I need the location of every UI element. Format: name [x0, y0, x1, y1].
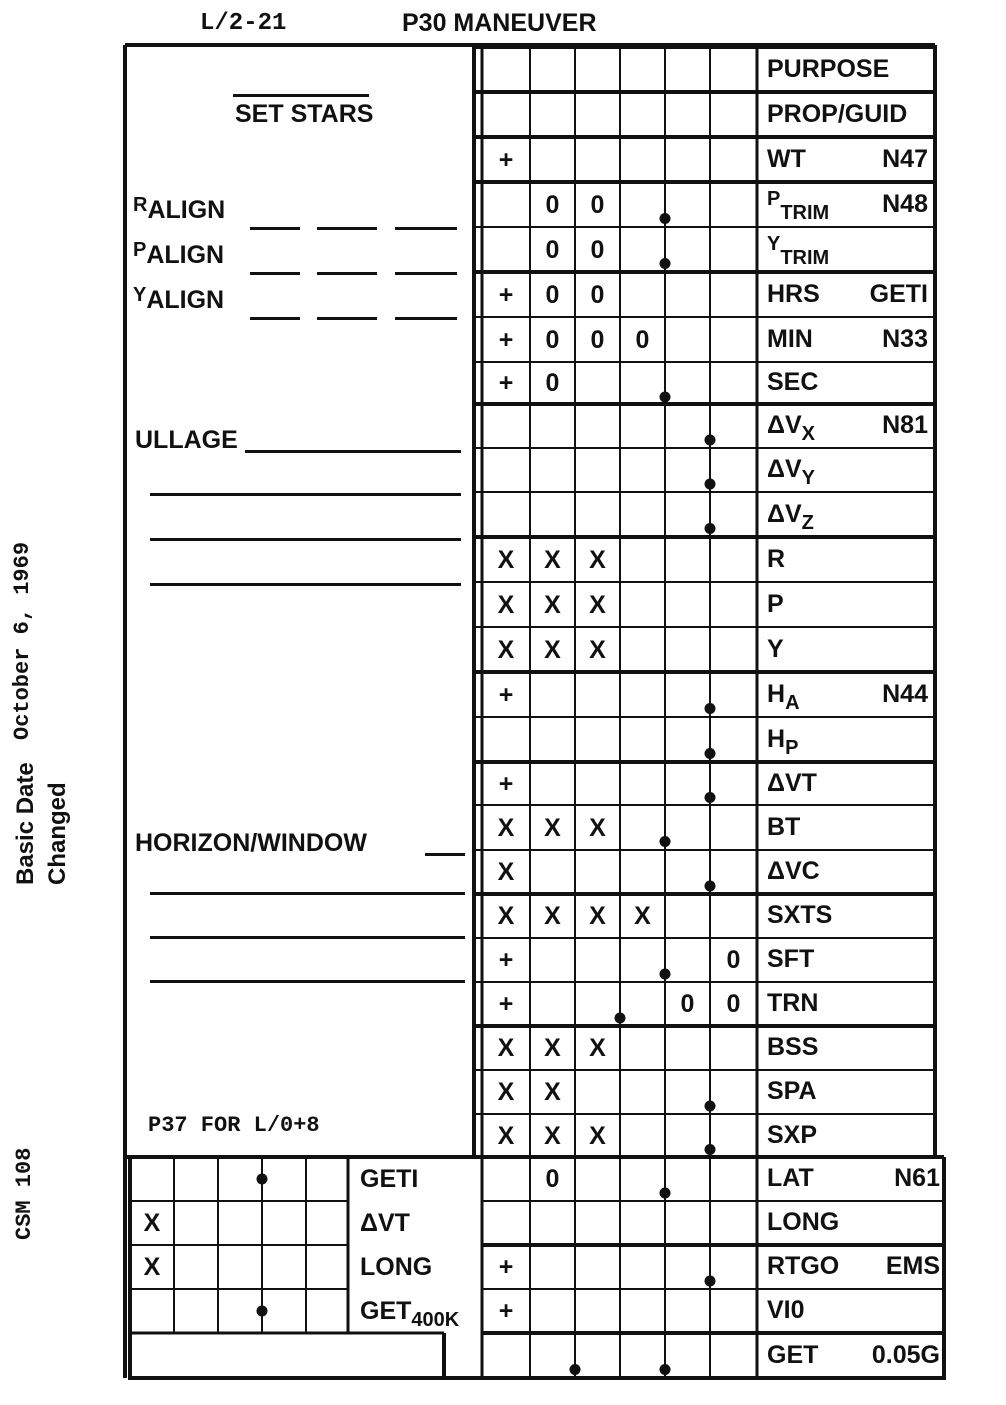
decimal-point-mark	[705, 435, 716, 446]
align-blank[interactable]	[395, 317, 457, 320]
grid-cell[interactable]: 0	[680, 990, 695, 1018]
grid-cell[interactable]: X	[589, 1034, 606, 1062]
grid-cell[interactable]: X	[497, 636, 515, 664]
grid-cell[interactable]: X	[544, 636, 561, 664]
sub-row-label-text: ΔVT	[360, 1209, 410, 1237]
row-label-text: SFT	[767, 945, 815, 973]
row-label	[767, 771, 817, 796]
grid-cell[interactable]: X	[497, 902, 515, 930]
grid-cell[interactable]: X	[544, 591, 561, 619]
grid-cell[interactable]: 0	[545, 191, 560, 219]
row-label	[767, 725, 799, 759]
grid-cell[interactable]: 0	[726, 990, 741, 1018]
horizon-window-label: HORIZON/WINDOW	[135, 829, 367, 857]
sub-row-label	[360, 1255, 432, 1280]
row-label-text: HRS	[767, 280, 820, 308]
noun-code: N81	[882, 411, 928, 439]
row-label	[767, 903, 832, 928]
row-label	[767, 411, 815, 445]
grid-cell[interactable]: X	[589, 546, 606, 574]
noun-code: N33	[882, 325, 928, 353]
grid-cell[interactable]: X	[544, 1078, 561, 1106]
row-label-text: LONG	[767, 1208, 840, 1236]
grid-cell[interactable]: +	[498, 1253, 514, 1281]
grid-cell[interactable]: 0	[635, 326, 650, 354]
row-label-text: R	[767, 545, 786, 573]
row-label-text: ΔV	[767, 500, 802, 528]
row-label-text: RTGO	[767, 1252, 840, 1280]
grid-cell[interactable]: X	[589, 814, 606, 842]
row-label-text: ΔV	[767, 411, 802, 439]
decimal-point-mark	[660, 392, 671, 403]
row-label	[767, 1123, 817, 1148]
row-label-text: ΔVT	[767, 769, 817, 797]
decimal-point-mark	[705, 703, 716, 714]
noun-code: N48	[882, 190, 928, 218]
row-label	[767, 1343, 818, 1368]
row-label-sup: Y	[767, 233, 781, 255]
grid-cell[interactable]: X	[497, 1122, 515, 1150]
align-row	[133, 239, 225, 269]
sub-row-label-text: LONG	[360, 1253, 433, 1281]
align-blank[interactable]	[250, 227, 300, 230]
row-label-text: MIN	[767, 325, 813, 353]
decimal-point-mark	[660, 1188, 671, 1199]
row-label-text: VI0	[767, 1296, 805, 1324]
ullage-blank[interactable]	[245, 450, 461, 453]
row-label-text: SEC	[767, 368, 819, 396]
row-label	[767, 1210, 839, 1235]
align-label: ALIGN	[147, 196, 226, 224]
row-label-text: Y	[767, 635, 784, 663]
align-blank[interactable]	[395, 227, 457, 230]
sub-row-label	[360, 1211, 410, 1236]
row-label-sub: TRIM	[780, 202, 830, 224]
row-label-sub: TRIM	[780, 247, 830, 269]
grid-cell[interactable]: X	[589, 1122, 606, 1150]
row-label	[767, 1079, 817, 1104]
grid-cell[interactable]: 0	[590, 236, 605, 264]
page-ref: L/2-21	[200, 10, 287, 37]
align-blank[interactable]	[317, 272, 377, 275]
grid-cell[interactable]: X	[589, 591, 606, 619]
basic-date-label: Basic Date	[12, 762, 39, 885]
grid-cell[interactable]: +	[498, 326, 514, 354]
decimal-point-mark	[705, 479, 716, 490]
row-label-text: PROP/GUID	[767, 100, 908, 128]
row-label	[767, 188, 830, 224]
page-title: P30 MANEUVER	[402, 9, 597, 37]
grid-cell[interactable]: X	[544, 1122, 561, 1150]
decimal-point-mark	[660, 969, 671, 980]
noun-code: 0.05G	[871, 1341, 940, 1369]
grid-cell[interactable]: X	[589, 902, 606, 930]
grid-cell[interactable]: X	[544, 1034, 561, 1062]
grid-cell[interactable]: X	[497, 591, 515, 619]
row-label-sub: Y	[801, 467, 815, 489]
noun-code: N47	[882, 145, 928, 173]
ullage-label: ULLAGE	[135, 426, 238, 454]
grid-cell[interactable]: +	[498, 369, 514, 397]
row-label-sub: Z	[801, 512, 814, 534]
align-axis: P	[133, 239, 147, 261]
grid-cell[interactable]: X	[497, 858, 515, 886]
align-axis: R	[133, 194, 148, 216]
ullage-line[interactable]	[150, 493, 461, 496]
grid-cell[interactable]: 0	[590, 281, 605, 309]
horizon-line[interactable]	[150, 980, 465, 983]
sub-grid-cell[interactable]: X	[143, 1253, 161, 1281]
grid-cell[interactable]: X	[544, 902, 561, 930]
sub-row-label-sub: 400K	[411, 1309, 460, 1331]
row-label-text: PURPOSE	[767, 55, 890, 83]
grid-cell[interactable]: +	[498, 681, 514, 709]
row-label	[767, 637, 784, 662]
ullage-line[interactable]	[150, 583, 461, 586]
row-label	[767, 455, 815, 489]
decimal-point-mark	[660, 213, 671, 224]
decimal-point-mark	[705, 792, 716, 803]
noun-code: GETI	[869, 280, 928, 308]
decimal-point-mark	[705, 881, 716, 892]
grid-cell[interactable]: +	[498, 946, 514, 974]
grid-cell[interactable]: X	[634, 902, 651, 930]
row-label	[767, 282, 820, 307]
row-label	[767, 680, 800, 714]
decimal-point-mark	[257, 1306, 268, 1317]
csm-label: CSM 108	[12, 1147, 37, 1240]
horizon-line[interactable]	[150, 892, 465, 895]
sub-grid-cell[interactable]: X	[143, 1209, 161, 1237]
grid-cell[interactable]: 0	[590, 326, 605, 354]
grid-cell[interactable]: X	[544, 546, 561, 574]
sub-row-label-text: GET	[360, 1297, 412, 1325]
row-label	[767, 991, 818, 1016]
row-label-sub: A	[785, 692, 800, 714]
row-label	[767, 500, 814, 534]
row-label	[767, 102, 907, 127]
decimal-point-mark	[705, 1144, 716, 1155]
grid-cell[interactable]: X	[497, 1078, 515, 1106]
ullage-line[interactable]	[150, 538, 461, 541]
row-label-text: BSS	[767, 1033, 819, 1061]
row-label-sub: X	[801, 423, 815, 445]
align-blank[interactable]	[317, 317, 377, 320]
grid-cell[interactable]: X	[497, 546, 515, 574]
basic-date-value: October 6, 1969	[10, 541, 35, 740]
row-label	[767, 370, 818, 395]
decimal-point-mark	[705, 1101, 716, 1112]
row-label-sub: P	[785, 737, 799, 759]
row-label	[767, 592, 784, 617]
row-label	[767, 947, 814, 972]
changed-label: Changed	[44, 782, 71, 885]
decimal-point-mark	[615, 1013, 626, 1024]
grid-cell[interactable]: X	[497, 1034, 515, 1062]
row-label-text: ΔV	[767, 455, 802, 483]
grid-cell[interactable]: 0	[545, 281, 560, 309]
grid-cell[interactable]: +	[498, 990, 514, 1018]
row-label-text: P	[767, 590, 784, 618]
sub-row-label	[360, 1297, 460, 1331]
grid-cell[interactable]: 0	[545, 326, 560, 354]
row-label-text: ΔVC	[767, 857, 820, 885]
grid-cell[interactable]: X	[544, 814, 561, 842]
set-stars-overline	[233, 94, 369, 97]
decimal-point-mark	[705, 523, 716, 534]
grid-cell[interactable]: 0	[590, 191, 605, 219]
grid-cell[interactable]: 0	[545, 1165, 560, 1193]
row-label-text: H	[767, 725, 786, 753]
row-label	[767, 57, 889, 82]
grid-cell[interactable]: +	[498, 281, 514, 309]
sub-row-label	[360, 1167, 418, 1192]
row-label-text: LAT	[767, 1164, 814, 1192]
align-blank[interactable]	[395, 272, 457, 275]
align-row	[133, 284, 225, 314]
decimal-point-mark	[705, 748, 716, 759]
row-label-text: H	[767, 680, 786, 708]
row-label	[767, 233, 830, 269]
row-label-text: WT	[767, 145, 806, 173]
align-label: ALIGN	[146, 286, 225, 314]
row-label	[767, 1166, 814, 1191]
row-label	[767, 815, 800, 840]
decimal-point-mark	[660, 1364, 671, 1375]
decimal-point-mark	[257, 1174, 268, 1185]
set-stars-heading: SET STARS	[235, 100, 374, 128]
align-axis: Y	[133, 284, 147, 306]
decimal-point-mark	[660, 258, 671, 269]
row-label-text: BT	[767, 813, 801, 841]
row-label	[767, 859, 820, 884]
grid-cell[interactable]: 0	[545, 369, 560, 397]
grid-cell[interactable]: X	[497, 814, 515, 842]
grid-cell[interactable]: +	[498, 146, 514, 174]
sub-row-label-text: GETI	[360, 1165, 419, 1193]
row-label	[767, 1298, 805, 1323]
noun-code: N61	[894, 1164, 940, 1192]
row-label-text: SPA	[767, 1077, 817, 1105]
grid-cell[interactable]: X	[589, 636, 606, 664]
align-label: ALIGN	[146, 241, 225, 269]
row-label	[767, 1035, 818, 1060]
row-label-text: SXTS	[767, 901, 833, 929]
row-label-text: GET	[767, 1341, 819, 1369]
noun-code: N44	[882, 680, 928, 708]
row-label	[767, 327, 813, 352]
p37-note: P37 FOR L/0+8	[148, 1113, 320, 1138]
grid-cell[interactable]: 0	[726, 946, 741, 974]
align-row	[133, 194, 226, 224]
row-label-text: SXP	[767, 1121, 818, 1149]
decimal-point-mark	[705, 1276, 716, 1287]
row-label	[767, 547, 785, 572]
row-label-sup: P	[767, 188, 781, 210]
horizon-line[interactable]	[150, 936, 465, 939]
grid-cell[interactable]: +	[498, 1297, 514, 1325]
row-label	[767, 147, 806, 172]
horizon-blank[interactable]	[425, 853, 465, 856]
row-label-text: TRN	[767, 989, 819, 1017]
align-blank[interactable]	[250, 272, 300, 275]
grid-cell[interactable]: +	[498, 770, 514, 798]
noun-code: EMS	[885, 1252, 940, 1280]
row-label	[767, 1254, 839, 1279]
grid-cell[interactable]: 0	[545, 236, 560, 264]
decimal-point-mark	[570, 1364, 581, 1375]
align-blank[interactable]	[250, 317, 300, 320]
align-blank[interactable]	[317, 227, 377, 230]
decimal-point-mark	[660, 836, 671, 847]
